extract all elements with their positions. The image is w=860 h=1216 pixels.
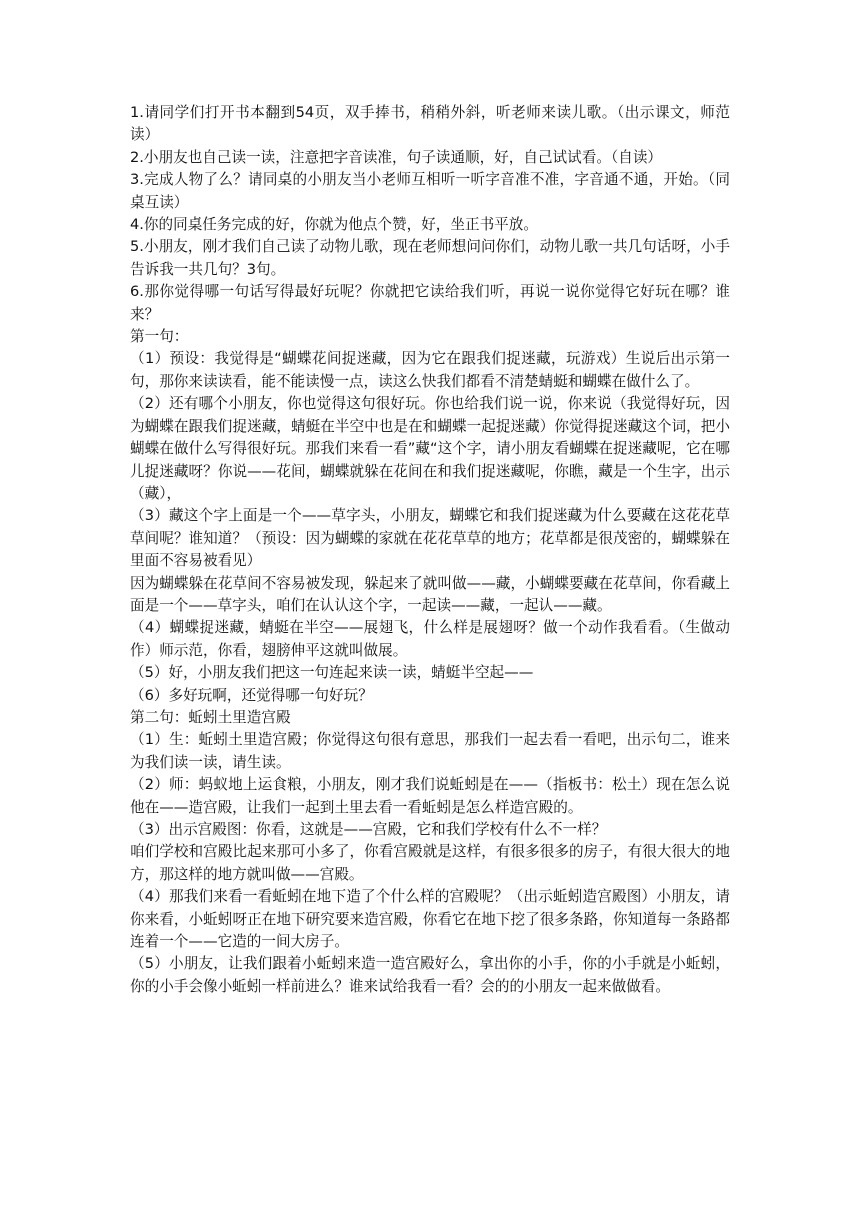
paragraph-s1-explanation: 因为蝴蝶躲在花草间不容易被发现，躲起来了就叫做——藏，小蝴蝶要藏在花草间，你看藏上面是一个——草字头，咱们在认认这个字，一起读——藏，一起认——藏。 (130, 574, 730, 614)
paragraph-s2-explanation: 咱们学校和宫殿比起来那可小多了，你看宫殿就是这样，有很多很多的房子，有很大很大的地方，那这样的地方就叫做——宫殿。 (130, 843, 730, 883)
paragraph-s2-item-5: （5）小朋友，让我们跟着小蚯蚓来造一造宫殿好么，拿出你的小手，你的小手就是小蚯蚓，你的小手会像小蚯蚓一样前进么？谁来试给我看一看？会的的小朋友一起来做做看。 (130, 955, 730, 995)
paragraph-s1-item-4: （4）蝴蝶捉迷藏，蜻蜓在半空——展翅飞，什么样是展翅呀？做一个动作我看看。（生做动作）师示范，你看，翅膀伸平这就叫做展。 (130, 619, 730, 659)
paragraph-step-5: 5.小朋友，刚才我们自己读了动物儿歌，现在老师想问问你们，动物儿歌一共几句话呀，小手告诉我一共几句？3句。 (130, 238, 730, 278)
paragraph-s1-item-6: （6）多好玩啊，还觉得哪一句好玩？ (130, 686, 373, 704)
document-page (130, 102, 730, 998)
paragraph-s2-item-1: （1）生：蚯蚓土里造宫殿；你觉得这句很有意思，那我们一起去看一看吧，出示句二，谁来为我们读一读，请生读。 (130, 731, 730, 771)
paragraph-s2-item-4: （4）那我们来看一看蚯蚓在地下造了个什么样的宫殿呢？（出示蚯蚓造宫殿图）小朋友，请你来看，小蚯蚓呀正在地下研究要来造宫殿，你看它在地下挖了很多条路，你知道每一条路都连着一个——它造的一间大房子。 (130, 888, 730, 951)
section-heading-sentence-2: 第二句：蚯蚓土里造宫殿 (130, 708, 291, 726)
paragraph-s1-item-1: （1）预设：我觉得是“蝴蝶花间捉迷藏，因为它在跟我们捉迷藏，玩游戏）生说后出示第一句，那你来读读看，能不能读慢一点，读这么快我们都看不清楚蜻蜓和蝴蝶在做什么了。 (130, 350, 730, 390)
paragraph-step-3: 3.完成人物了么？请同桌的小朋友当小老师互相听一听字音准不准，字音通不通，开始。（同桌互读） (130, 171, 730, 211)
paragraph-s2-item-3: （3）出示宫殿图：你看，这就是——宫殿，它和我们学校有什么不一样？ (130, 821, 607, 838)
paragraph-s1-item-2: （2）还有哪个小朋友，你也觉得这句很好玩。你也给我们说一说，你来说（我觉得好玩，因为蝴蝶在跟我们捉迷藏，蜻蜓在半空中也是在和蝴蝶一起捉迷藏）你觉得捉迷藏这个词，把小蝴蝶在做什么写得很好玩。那我们来看一看”藏“这个字，请小朋友看蝴蝶在捉迷藏呢，它在哪儿捉迷藏呀？你说——花间，蝴蝶就躲在花间在和我们捉迷藏呢，你瞧，藏是一个生字，出示（藏）， (130, 395, 730, 502)
section-heading-sentence-1: 第一句： (130, 328, 189, 346)
paragraph-s1-item-5: （5）好，小朋友我们把这一句连起来读一读，蜻蜓半空起—— (130, 664, 534, 682)
paragraph-step-4: 4.你的同桌任务完成的好，你就为他点个赞，好，坐正书平放。 (130, 216, 538, 234)
paragraph-step-2: 2.小朋友也自己读一读，注意把字音读准，句子读通顺，好，自己试试看。（自读） (130, 148, 663, 166)
paragraph-s1-item-3: （3）藏这个字上面是一个——草字头，小朋友，蝴蝶它和我们捉迷藏为什么要藏在这花花草草间呢？谁知道？（预设：因为蝴蝶的家就在花花草草的地方；花草都是很茂密的，蝴蝶躲在里面不容易被看见） (130, 507, 730, 570)
paragraph-step-1: 1.请同学们打开书本翻到54页，双手捧书，稍稍外斜，听老师来读儿歌。（出示课文，师范读） (130, 104, 730, 144)
paragraph-step-6: 6.那你觉得哪一句话写得最好玩呢？你就把它读给我们听，再说一说你觉得它好玩在哪？谁来？ (130, 283, 730, 323)
paragraph-s2-item-2: （2）师：蚂蚁地上运食粮，小朋友，刚才我们说蚯蚓是在——（指板书：松土）现在怎么说他在——造宫殿，让我们一起到土里去看一看蚯蚓是怎么样造宫殿的。 (130, 776, 730, 816)
